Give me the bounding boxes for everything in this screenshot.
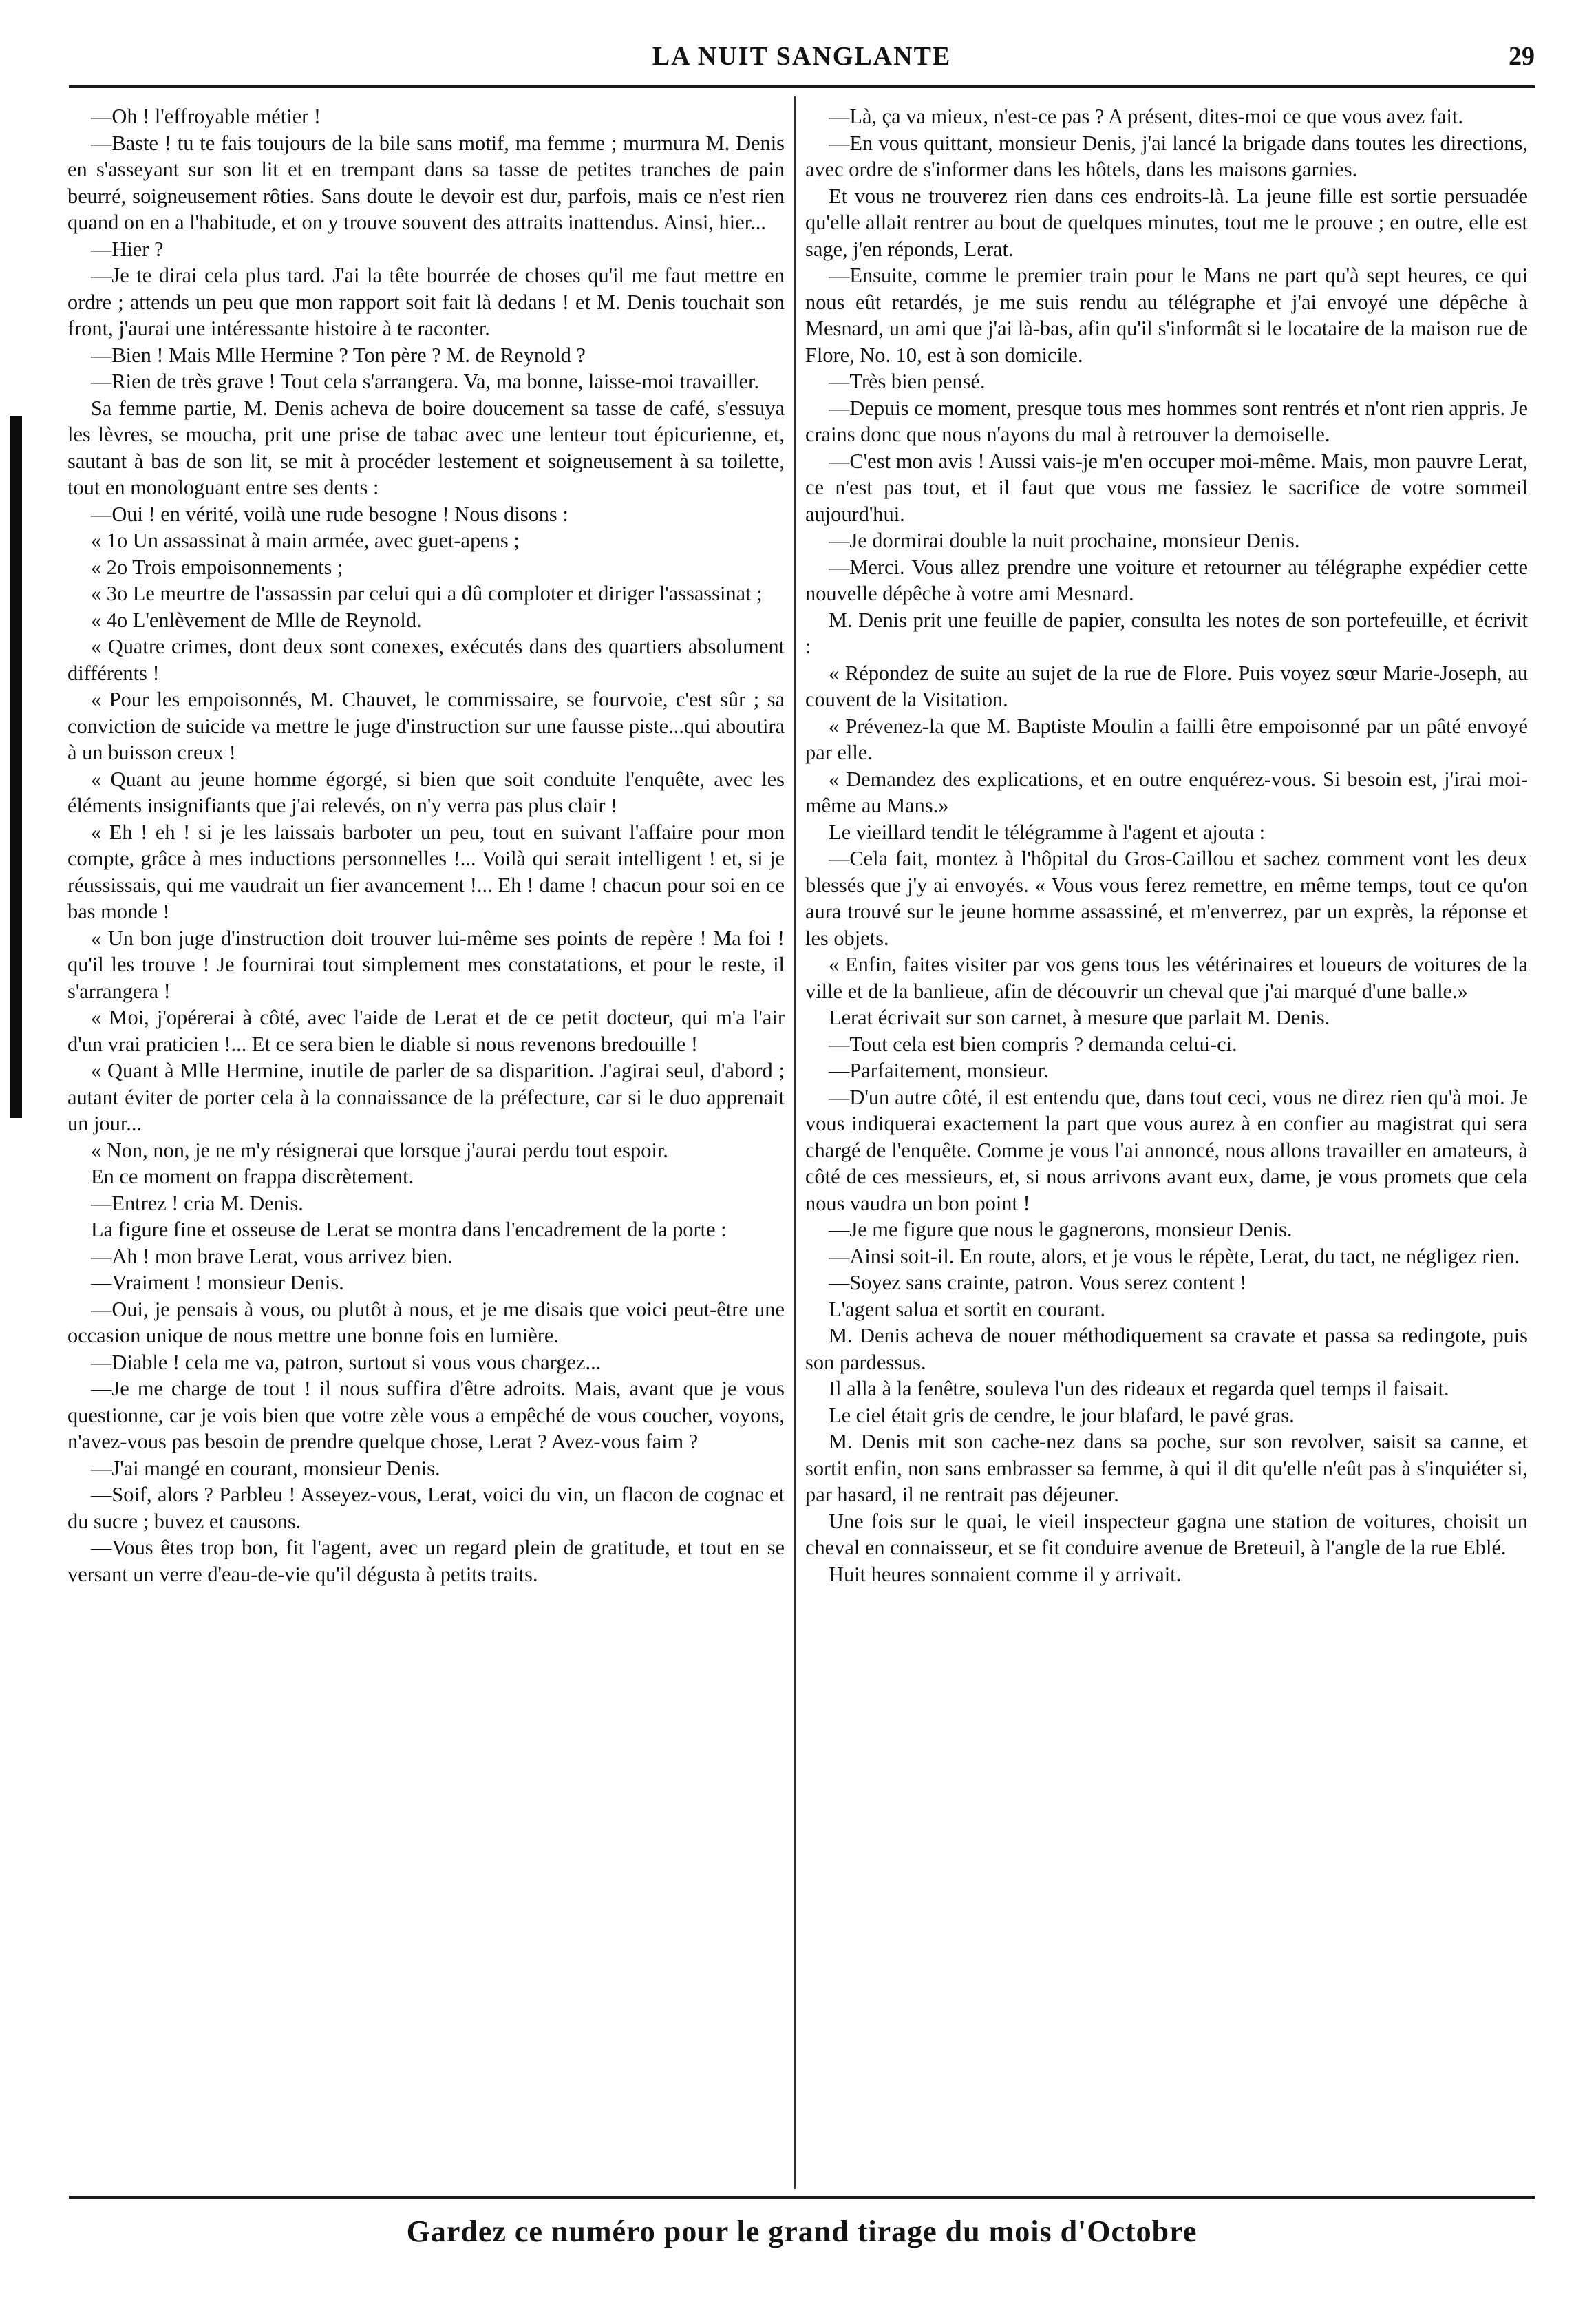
paragraph: « Moi, j'opérerai à côté, avec l'aide de Lerat et de ce petit docteur, qui m'a l'air d'un vrai praticien !... Et ce sera bien le diable si nous revenons bredouille ! [67,1006,785,1056]
paragraph: —Parfaitement, monsieur. [829,1059,1049,1082]
paragraph: —Depuis ce moment, presque tous mes hommes sont rentrés et n'ont rien appris. Je crains donc que nous n'ayons du mal à retrouver la demoiselle. [805,396,1528,446]
paragraph: « 3o Le meurtre de l'assassin par celui qui a dû comploter et diriger l'assassinat ; [91,582,763,605]
paragraph: —Entrez ! cria M. Denis. [91,1191,304,1215]
paragraph: « Demandez des explications, et en outre enquérez-vous. Si besoin est, j'irai moi-même au Mans.» [805,767,1528,817]
paragraph: —Je te dirai cela plus tard. J'ai la tête bourrée de choses qu'il me faut mettre en ordre ; attends un peu que mon rapport soit fait là dedans ! et M. Denis touchait son front, j'aurai une intéressante histoire à te raconter. [67,264,785,340]
paragraph: —Ah ! mon brave Lerat, vous arrivez bien. [91,1244,453,1268]
paragraph: —Ainsi soit-il. En route, alors, et je vous le répète, Lerat, du tact, ne négligez rien. [829,1244,1520,1268]
paragraph: —Vous êtes trop bon, fit l'agent, avec un regard plein de gratitude, et tout en se versant un verre d'eau-de-vie qu'il dégusta à petits traits. [67,1536,785,1586]
paragraph: « Répondez de suite au sujet de la rue de Flore. Puis voyez sœur Marie-Joseph, au couvent de la Visitation. [805,661,1528,711]
paragraph: —J'ai mangé en courant, monsieur Denis. [91,1456,440,1480]
paragraph: —Soyez sans crainte, patron. Vous serez content ! [829,1271,1247,1294]
paragraph: —D'un autre côté, il est entendu que, dans tout ceci, vous ne direz rien qu'à moi. Je vous indiquerai exactement la part que vous aurez à en confier au magistrat qui sera chargé de l'enquête. Comme je vous l'ai annoncé, nous allons travailler en amateurs, à côté de ces messieurs, et, si nous arrivons avant eux, dame, je vous promets que cela nous vaudra un bon point ! [805,1085,1528,1215]
paragraph: « Non, non, je ne m'y résignerai que lorsque j'aurai perdu tout espoir. [91,1138,668,1162]
paragraph: —En vous quittant, monsieur Denis, j'ai lancé la brigade dans toutes les directions, avec ordre de s'informer dans les hôtels, dans les maisons garnies. [805,131,1528,181]
running-title: LA NUIT SANGLANTE [652,42,952,71]
paragraph: Et vous ne trouverez rien dans ces endroits-là. La jeune fille est sortie persuadée qu'elle allait rentrer au bout de quelques minutes, tout me le prouve ; en outre, elle est sage, j'en réponds, Lerat. [805,184,1528,261]
paragraph: « 1o Un assassinat à main armée, avec guet-apens ; [91,529,520,552]
paragraph: —Cela fait, montez à l'hôpital du Gros-Caillou et sachez comment vont les deux blessés que j'y ai envoyés. « Vous vous ferez remettre, en même temps, tout ce qu'on aura trouvé sur le jeune homme assassiné, et m'enverrez, par un exprès, la réponse et les objets. [805,847,1528,950]
left-column [67,103,785,2182]
paragraph: —Oui, je pensais à vous, ou plutôt à nous, et je me disais que voici peut-être une occasion unique de nous mettre une bonne fois en lumière. [67,1297,785,1347]
paragraph: Le vieillard tendit le télégramme à l'agent et ajouta : [829,820,1266,844]
paragraph: « Enfin, faites visiter par vos gens tous les vétérinaires et loueurs de voitures de la ville et de la banlieue, afin de découvrir un cheval que j'ai marqué d'une balle.» [805,953,1528,1003]
paragraph: « 2o Trois empoisonnements ; [91,555,343,579]
paragraph: Le ciel était gris de cendre, le jour blafard, le pavé gras. [829,1403,1295,1427]
paragraph: —Soif, alors ? Parbleu ! Asseyez-vous, Lerat, voici du vin, un flacon de cognac et du sucre ; buvez et causons. [67,1483,785,1533]
paragraph: L'agent salua et sortit en courant. [829,1297,1106,1321]
page-number: 29 [1509,42,1535,71]
paragraph: La figure fine et osseuse de Lerat se montra dans l'encadrement de la porte : [91,1218,727,1241]
paragraph: « Pour les empoisonnés, M. Chauvet, le commissaire, se fourvoie, c'est sûr ; sa conviction de suicide va mettre le juge d'instruction sur une fausse piste...qui aboutira à un buisson creux ! [67,688,785,764]
column-divider [794,96,796,2189]
margin-bar [10,416,22,1118]
paragraph: —Vraiment ! monsieur Denis. [91,1271,344,1294]
paragraph: « Quant au jeune homme égorgé, si bien que soit conduite l'enquête, avec les éléments insignifiants que j'ai relevés, on n'y verra pas plus clair ! [67,767,785,817]
paragraph: —Rien de très grave ! Tout cela s'arrangera. Va, ma bonne, laisse-moi travailler. [91,370,759,393]
paragraph: —Baste ! tu te fais toujours de la bile sans motif, ma femme ; murmura M. Denis en s'asseyant sur son lit et en trempant dans sa tasse de petites tranches de pain beurré, soigneusement rôties. Sans doute le devoir est dur, parfois, mais ce n'est rien quand on en a l'habitude, et on y trouve souvent des attraits inattendus. Ainsi, hier... [67,131,785,234]
bottom-rule [69,2196,1535,2199]
paragraph: —Hier ? [91,237,164,261]
page-header [69,36,1535,88]
paragraph: —Je me figure que nous le gagnerons, monsieur Denis. [829,1218,1292,1241]
paragraph: —Je me charge de tout ! il nous suffira d'être adroits. Mais, avant que je vous questionne, car je vois bien que votre zèle vous a empêché de vous coucher, voyons, n'avez-vous pas besoin de prendre quelque chose, Lerat ? Avez-vous faim ? [67,1377,785,1453]
paragraph: « Quant à Mlle Hermine, inutile de parler de sa disparition. J'agirai seul, d'abord ; autant éviter de porter cela à la connaissance de la préfecture, car si le duo apprenait un jour... [67,1059,785,1135]
paragraph: —Diable ! cela me va, patron, surtout si vous vous chargez... [91,1350,602,1374]
paragraph: Huit heures sonnaient comme il y arrivait. [829,1562,1182,1586]
paragraph: M. Denis mit son cache-nez dans sa poche, sur son revolver, saisit sa canne, et sortit enfin, non sans embrasser sa femme, à qui il dit qu'elle n'eût pas à s'inquiéter si, par hasard, il ne rentrait pas déjeuner. [805,1430,1528,1506]
paragraph: « Eh ! eh ! si je les laissais barboter un peu, tout en suivant l'affaire pour mon compte, grâce à mes inductions personnelles !... Voilà qui serait intelligent ! et, si je réussissais, qui me vaudrait un fier avancement !... Eh ! dame ! chacun pour soi en ce bas monde ! [67,820,785,923]
paragraph: —Merci. Vous allez prendre une voiture et retourner au télégraphe expédier cette nouvelle dépêche à votre ami Mesnard. [805,555,1528,605]
paragraph: M. Denis prit une feuille de papier, consulta les notes de son portefeuille, et écrivit : [805,608,1528,658]
paragraph: —Oui ! en vérité, voilà une rude besogne ! Nous disons : [91,502,568,526]
paragraph: En ce moment on frappa discrètement. [91,1165,414,1188]
paragraph: —Très bien pensé. [829,370,986,393]
paragraph: —Bien ! Mais Mlle Hermine ? Ton père ? M. de Reynold ? [91,343,586,367]
footer-notice: Gardez ce numéro pour le grand tirage du mois d'Octobre [406,2215,1198,2248]
paragraph: « Prévenez-la que M. Baptiste Moulin a failli être empoisonné par un pâté envoyé par elle. [805,714,1528,764]
paragraph: —Tout cela est bien compris ? demanda celui-ci. [829,1032,1237,1056]
paragraph: —Je dormirai double la nuit prochaine, monsieur Denis. [829,529,1300,552]
paragraph: —Là, ça va mieux, n'est-ce pas ? A présent, dites-moi ce que vous avez fait. [829,105,1463,128]
paragraph: « Quatre crimes, dont deux sont conexes, exécutés dans des quartiers absolument différents ! [67,635,785,685]
paragraph: « 4o L'enlèvement de Mlle de Reynold. [91,608,422,632]
paragraph: —C'est mon avis ! Aussi vais-je m'en occuper moi-même. Mais, mon pauvre Lerat, ce n'est pas tout, et il faut que vous me fassiez le sacrifice de votre sommeil aujourd'hui. [805,449,1528,526]
paragraph: Sa femme partie, M. Denis acheva de boire doucement sa tasse de café, s'essuya les lèvres, se moucha, prit une prise de tabac avec une lenteur tout épicurienne, et, sautant à bas de son lit, se mit à procéder lestement et soigneusement à sa toilette, tout en monologuant entre ses dents : [67,396,785,499]
paragraph: —Oh ! l'effroyable métier ! [91,105,321,128]
right-column [805,103,1528,2182]
paragraph: Il alla à la fenêtre, souleva l'un des rideaux et regarda quel temps il faisait. [829,1377,1449,1400]
paragraph: Une fois sur le quai, le vieil inspecteur gagna une station de voitures, choisit un cheval en connaisseur, et se fit conduire avenue de Breteuil, à l'angle de la rue Eblé. [805,1509,1528,1559]
paragraph: Lerat écrivait sur son carnet, à mesure que parlait M. Denis. [829,1006,1330,1029]
paragraph: —Ensuite, comme le premier train pour le Mans ne part qu'à sept heures, ce qui nous eût retardés, je me suis rendu au télégraphe et j'ai envoyé une dépêche à Mesnard, un ami que j'ai là-bas, afin qu'il s'informât si le locataire de la maison rue de Flore, No. 10, est à son domicile. [805,264,1528,367]
paragraph: « Un bon juge d'instruction doit trouver lui-même ses points de repère ! Ma foi ! qu'il les trouve ! Je fournirai tout simplement mes constatations, et pour le reste, il s'arrangera ! [67,926,785,1003]
paragraph: M. Denis acheva de nouer méthodiquement sa cravate et passa sa redingote, puis son pardessus. [805,1324,1528,1374]
